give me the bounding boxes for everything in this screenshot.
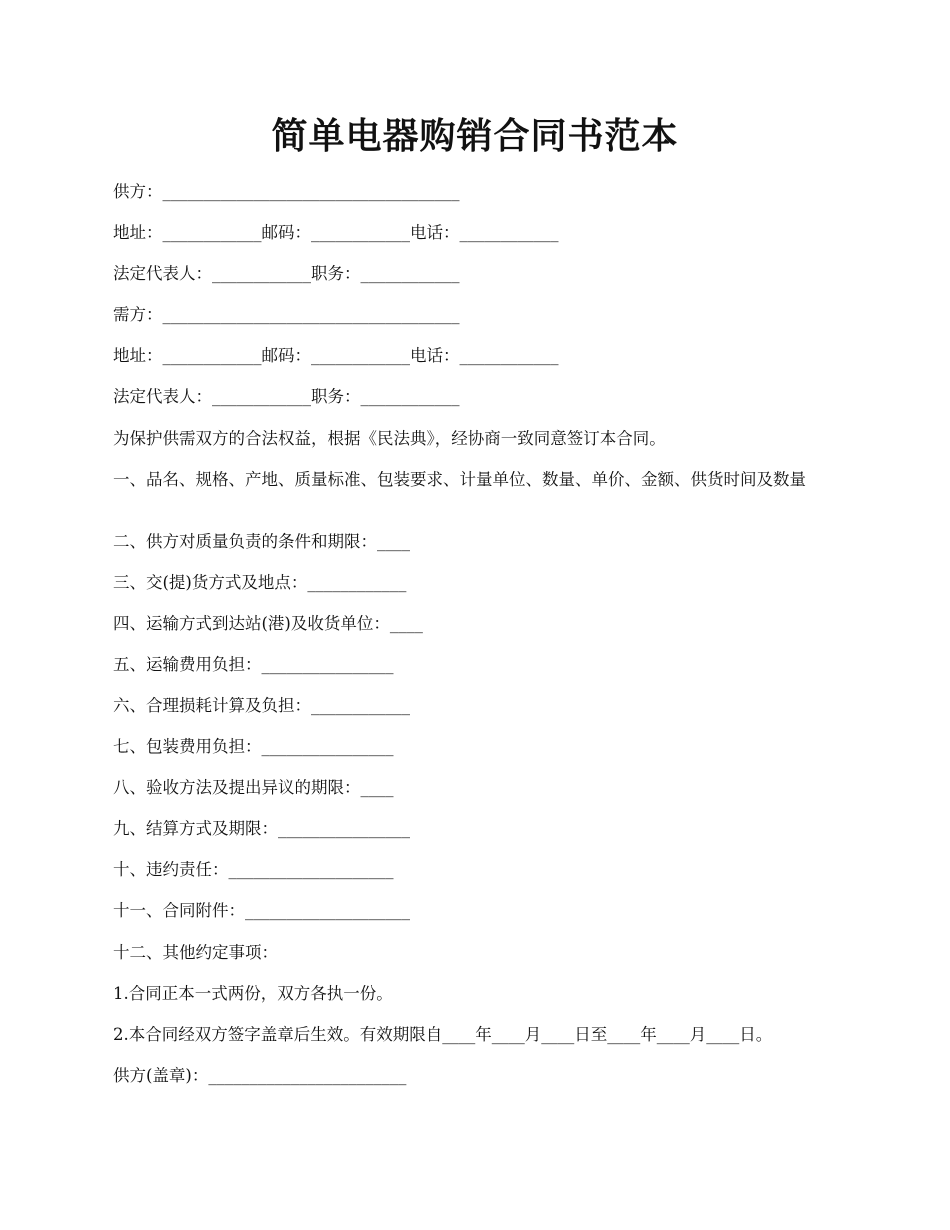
supplier-representative-line: 法定代表人：____________职务：____________ bbox=[113, 264, 460, 283]
clause-6: 六、合理损耗计算及负担：____________ bbox=[113, 696, 410, 715]
supplier-address-line: 地址：____________邮码：____________电话：____________ bbox=[113, 223, 559, 242]
document-title: 简单电器购销合同书范本 bbox=[271, 115, 679, 157]
clause-12-item-2: 2.本合同经双方签字盖章后生效。有效期限自____年____月____日至____年____月____日。 bbox=[113, 1025, 773, 1044]
clause-5: 五、运输费用负担：________________ bbox=[113, 655, 394, 674]
buyer-address-line: 地址：____________邮码：____________电话：____________ bbox=[113, 346, 559, 365]
clause-12-item-1: 1.合同正本一式两份，双方各执一份。 bbox=[113, 984, 393, 1003]
clause-11: 十一、合同附件：____________________ bbox=[113, 901, 410, 920]
clause-7: 七、包装费用负担：________________ bbox=[113, 737, 394, 756]
supplier-seal-line: 供方(盖章)：________________________ bbox=[113, 1066, 407, 1085]
clause-1: 一、品名、规格、产地、质量标准、包装要求、计量单位、数量、单价、金额、供货时间及数量 bbox=[113, 470, 806, 489]
clause-3: 三、交(提)货方式及地点：____________ bbox=[113, 573, 407, 592]
preamble-paragraph: 为保护供需双方的合法权益，根据《民法典》，经协商一致同意签订本合同。 bbox=[113, 429, 666, 448]
buyer-name-line: 需方：____________________________________ bbox=[113, 305, 460, 324]
clause-8: 八、验收方法及提出异议的期限：____ bbox=[113, 778, 394, 797]
clause-4: 四、运输方式到达站(港)及收货单位：____ bbox=[113, 614, 423, 633]
clause-9: 九、结算方式及期限：________________ bbox=[113, 819, 410, 838]
clause-12: 十二、其他约定事项： bbox=[113, 943, 278, 962]
clause-2: 二、供方对质量负责的条件和期限：____ bbox=[113, 532, 410, 551]
supplier-name-line: 供方：____________________________________ bbox=[113, 182, 460, 201]
buyer-representative-line: 法定代表人：____________职务：____________ bbox=[113, 387, 460, 406]
clause-10: 十、违约责任：____________________ bbox=[113, 860, 394, 879]
